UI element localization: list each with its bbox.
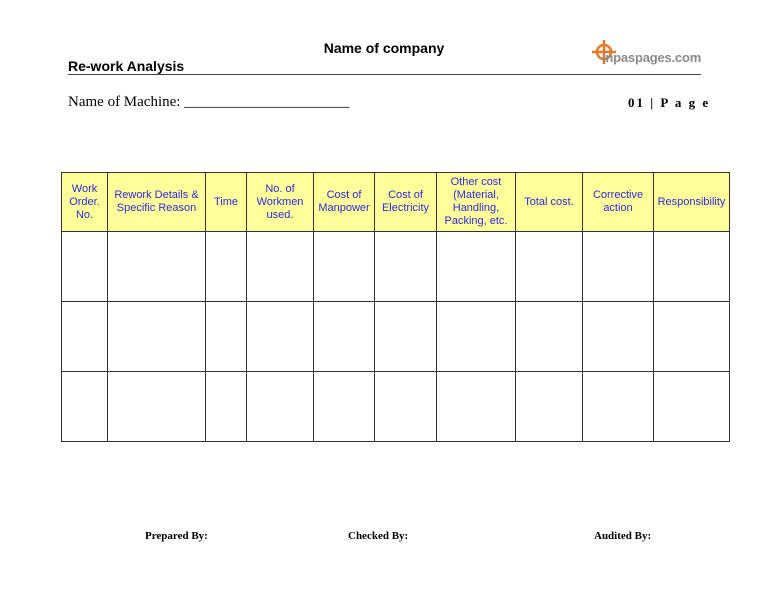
table-row xyxy=(62,372,730,442)
audited-by-label: Audited By: xyxy=(594,530,652,542)
table-cell[interactable] xyxy=(654,302,730,372)
table-cell[interactable] xyxy=(108,232,206,302)
table-cell[interactable] xyxy=(247,302,314,372)
table-cell[interactable] xyxy=(247,232,314,302)
site-logo xyxy=(592,40,702,70)
column-header-cost-electricity: Cost of Electricity xyxy=(375,173,437,232)
column-header-workmen: No. of Workmen used. xyxy=(247,173,314,232)
company-name: Name of company xyxy=(323,40,445,56)
table-cell[interactable] xyxy=(583,372,654,442)
rework-analysis-table xyxy=(61,172,730,442)
table-cell[interactable] xyxy=(437,302,516,372)
table-cell[interactable] xyxy=(654,372,730,442)
header-divider xyxy=(68,74,701,75)
table-row xyxy=(62,302,730,372)
column-header-cost-manpower: Cost of Manpower xyxy=(314,173,375,232)
table-cell[interactable] xyxy=(314,372,375,442)
table-cell[interactable] xyxy=(62,232,108,302)
table-cell[interactable] xyxy=(314,232,375,302)
table-cell[interactable] xyxy=(206,302,247,372)
column-header-responsibility: Responsibility xyxy=(654,173,730,232)
table-cell[interactable] xyxy=(583,302,654,372)
table-cell[interactable] xyxy=(654,232,730,302)
checked-by-label: Checked By: xyxy=(348,530,409,542)
table-cell[interactable] xyxy=(206,232,247,302)
form-title: Re-work Analysis xyxy=(68,58,185,74)
table-cell[interactable] xyxy=(516,302,583,372)
table-cell[interactable] xyxy=(247,372,314,442)
machine-name-field: Name of Machine: ______________________ xyxy=(68,94,350,110)
table-cell[interactable] xyxy=(437,232,516,302)
table-cell[interactable] xyxy=(62,302,108,372)
column-header-rework-details: Rework Details & Specific Reason xyxy=(108,173,206,232)
logo-text: inpaspages.com xyxy=(602,50,702,65)
table-cell[interactable] xyxy=(314,302,375,372)
table-cell[interactable] xyxy=(375,302,437,372)
table-cell[interactable] xyxy=(516,232,583,302)
column-header-total-cost: Total cost. xyxy=(516,173,583,232)
table-cell[interactable] xyxy=(583,232,654,302)
column-header-corrective-action: Corrective action xyxy=(583,173,654,232)
table-cell[interactable] xyxy=(437,372,516,442)
table-cell[interactable] xyxy=(108,302,206,372)
column-header-time: Time xyxy=(206,173,247,232)
column-header-work-order: Work Order. No. xyxy=(62,173,108,232)
table-cell[interactable] xyxy=(375,232,437,302)
table-header-row xyxy=(62,173,730,232)
table-cell[interactable] xyxy=(62,372,108,442)
column-header-other-cost: Other cost (Material, Handling, Packing, etc. xyxy=(437,173,516,232)
page-number: 01 | P a g e xyxy=(628,95,711,110)
table-cell[interactable] xyxy=(375,372,437,442)
table-cell[interactable] xyxy=(108,372,206,442)
prepared-by-label: Prepared By: xyxy=(145,530,208,542)
table-cell[interactable] xyxy=(206,372,247,442)
table-row xyxy=(62,232,730,302)
table-cell[interactable] xyxy=(516,372,583,442)
